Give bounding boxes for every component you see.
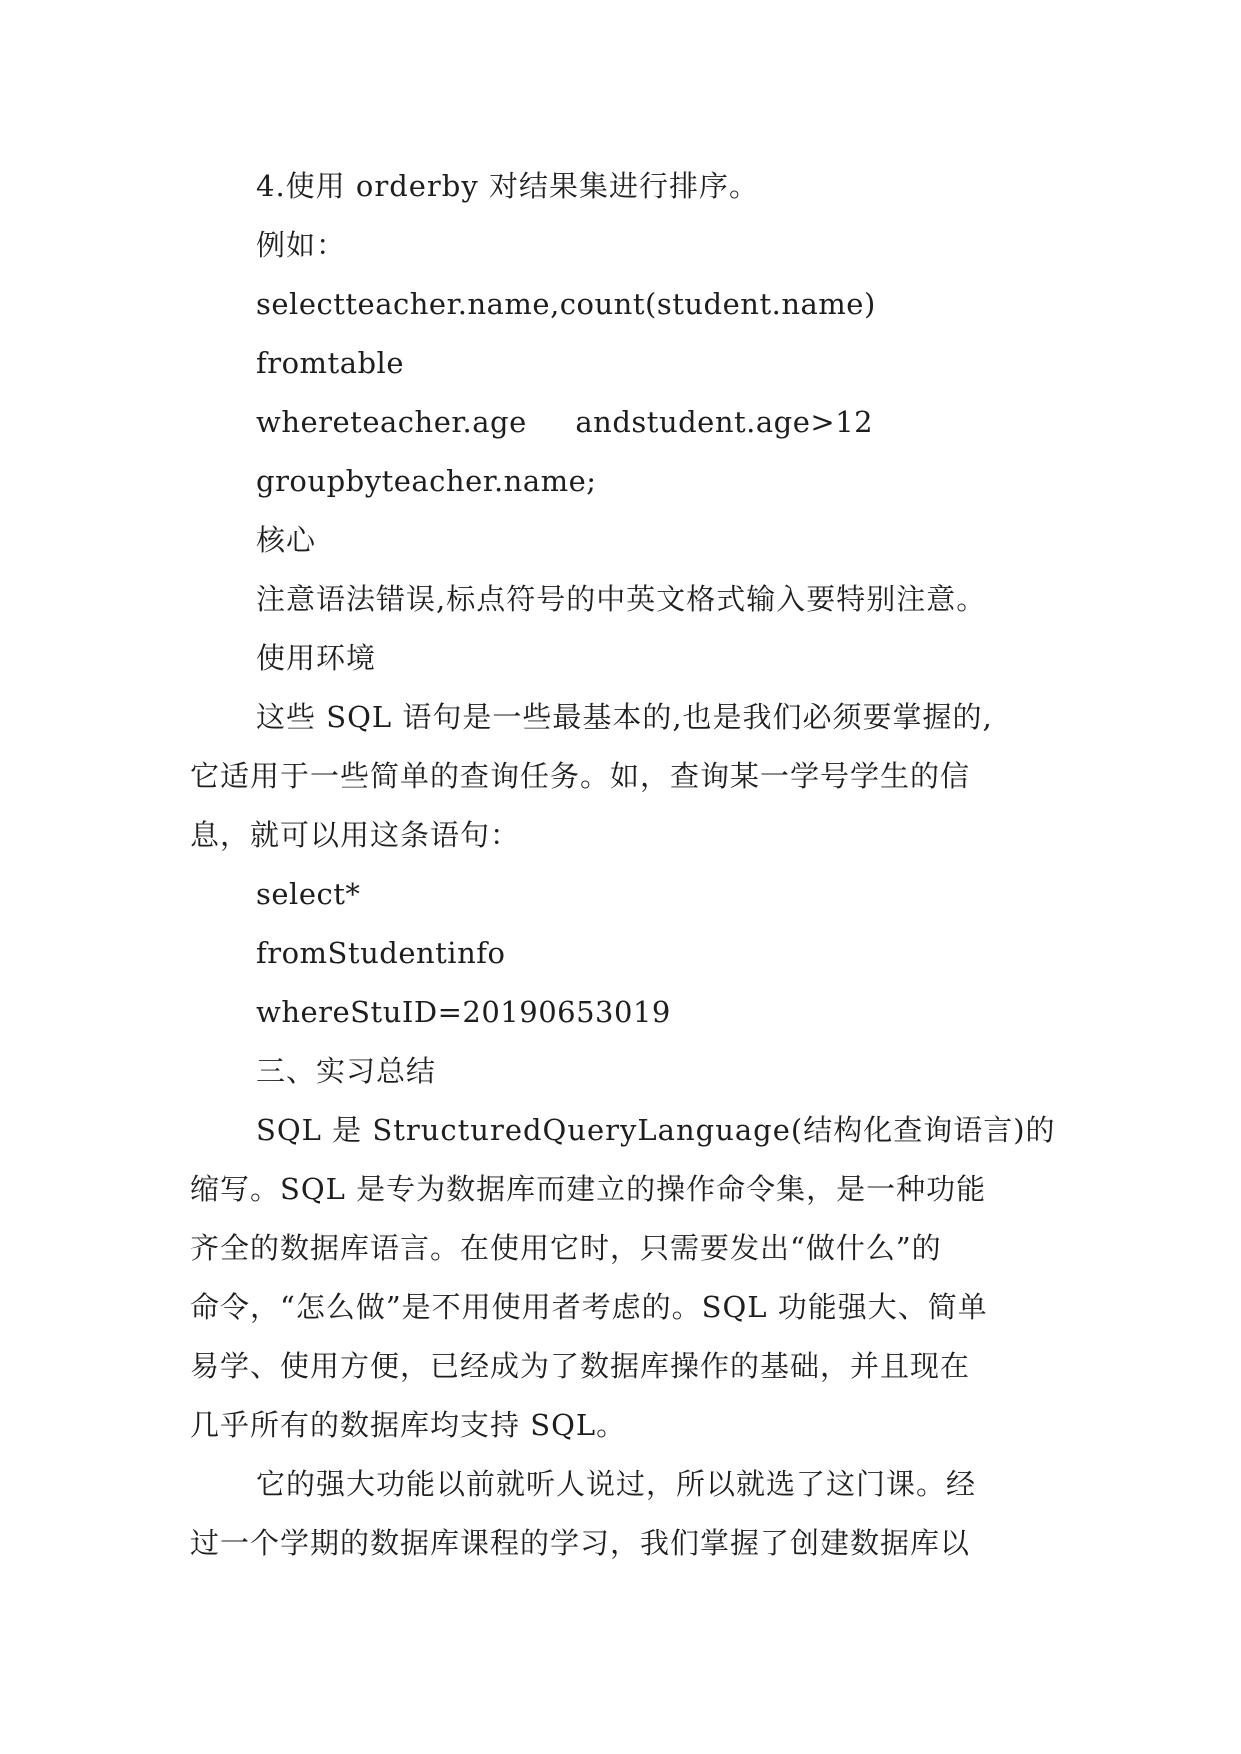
paragraph-line: SQL 是 StructuredQueryLanguage(结构化查询语言)的 bbox=[256, 1113, 1056, 1147]
paragraph-line: 几乎所有的数据库均支持 SQL。 bbox=[190, 1408, 627, 1442]
code-line: fromtable bbox=[256, 346, 404, 380]
code-line: select* bbox=[256, 877, 361, 911]
paragraph-line: 它的强大功能以前就听人说过，所以就选了这门课。经 bbox=[256, 1467, 977, 1501]
code-line: whereteacher.age andstudent.age>12 bbox=[256, 405, 874, 439]
code-line: fromStudentinfo bbox=[256, 936, 506, 970]
paragraph-line: 它适用于一些简单的查询任务。如，查询某一学号学生的信 bbox=[190, 759, 971, 793]
paragraph-line: 4.使用 orderby 对结果集进行排序。 bbox=[256, 169, 759, 203]
section-heading: 三、实习总结 bbox=[256, 1054, 437, 1088]
paragraph-line: 息，就可以用这条语句： bbox=[190, 818, 521, 852]
code-line: selectteacher.name,count(student.name) bbox=[256, 287, 876, 321]
paragraph-line: 过一个学期的数据库课程的学习，我们掌握了创建数据库以 bbox=[190, 1526, 971, 1560]
code-line: groupbyteacher.name; bbox=[256, 464, 597, 498]
paragraph-line: 缩写。SQL 是专为数据库而建立的操作命令集，是一种功能 bbox=[190, 1172, 987, 1206]
section-heading: 核心 bbox=[256, 523, 317, 557]
paragraph-line: 命令，“怎么做”是不用使用者考虑的。SQL 功能强大、简单 bbox=[190, 1290, 988, 1324]
paragraph-line: 例如： bbox=[256, 228, 347, 262]
paragraph-line: 易学、使用方便，已经成为了数据库操作的基础，并且现在 bbox=[190, 1349, 971, 1383]
paragraph-line: 齐全的数据库语言。在使用它时，只需要发出“做什么”的 bbox=[190, 1231, 942, 1265]
code-line: whereStuID=20190653019 bbox=[256, 995, 671, 1029]
paragraph-line: 这些 SQL 语句是一些最基本的,也是我们必须要掌握的, bbox=[256, 700, 993, 734]
paragraph-line: 注意语法错误,标点符号的中英文格式输入要特别注意。 bbox=[256, 582, 987, 616]
section-heading: 使用环境 bbox=[256, 641, 377, 675]
